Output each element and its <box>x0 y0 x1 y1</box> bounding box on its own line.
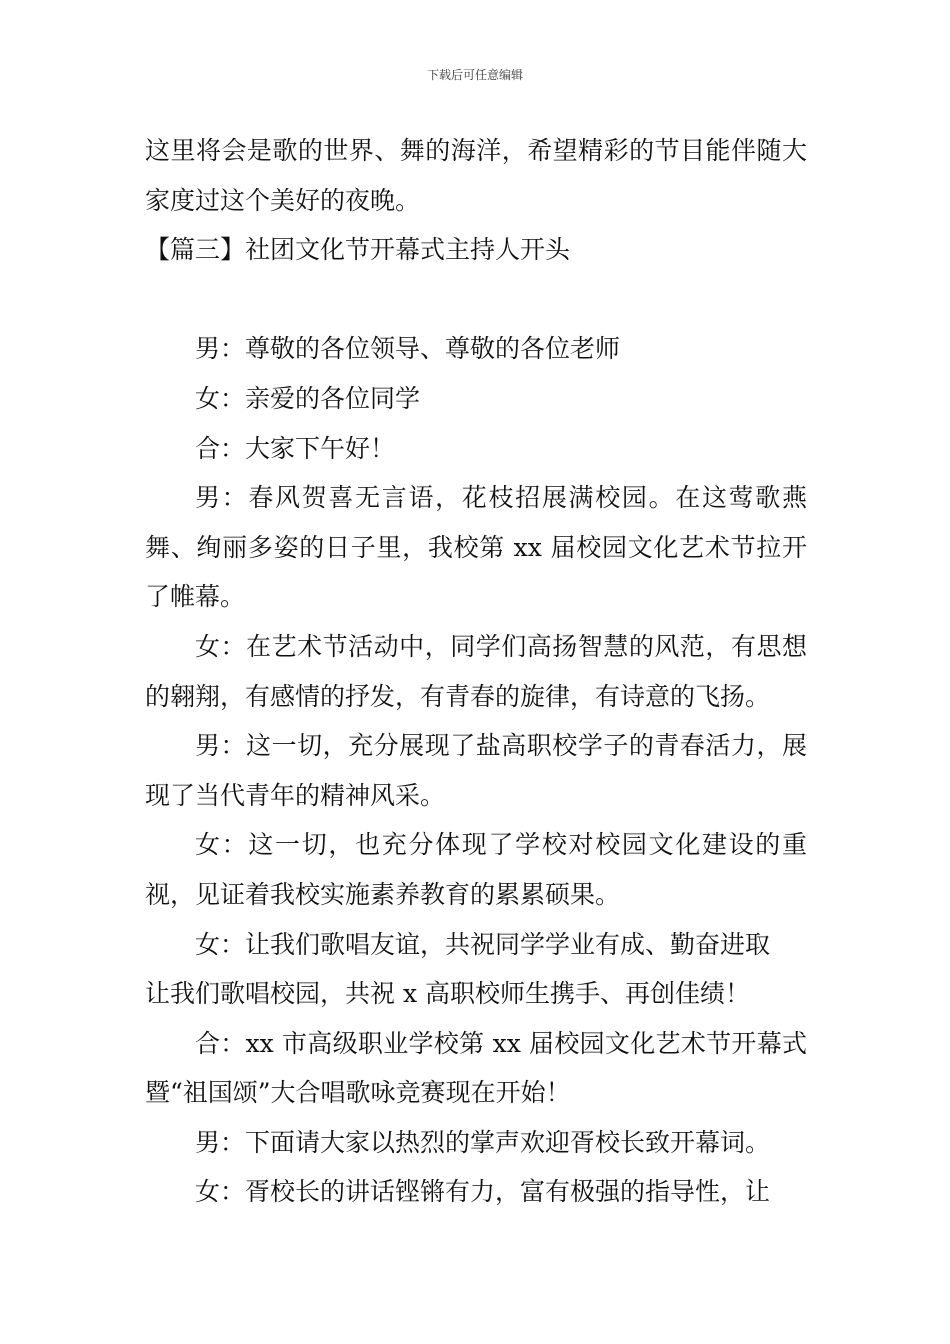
paragraph-line: 男：下面请大家以热烈的掌声欢迎胥校长致开幕词。 <box>195 1127 771 1157</box>
paragraph-line: 合：大家下午好！ <box>195 433 396 463</box>
paragraph-line: 女：这一切，也充分体现了学校对校园文化建设的重视，见证着我校实施素养教育的累累硕果。 <box>145 830 807 909</box>
section-heading: 【篇三】社团文化节开幕式主持人开头 <box>145 235 571 265</box>
paragraph-line: 让我们歌唱校园，共祝 x 高职校师生携手、再创佳绩！ <box>145 979 750 1009</box>
paragraph-line: 女：胥校长的讲话铿锵有力，富有极强的指导性，让 <box>195 1177 771 1207</box>
blank-line <box>145 275 807 325</box>
paragraph-line: 男：春风贺喜无言语，花枝招展满校园。在这莺歌燕舞、绚丽多姿的日子里，我校第 xx 届校园文化艺术节拉开了帷幕。 <box>145 483 807 612</box>
paragraph-line: 女：让我们歌唱友谊，共祝同学学业有成、勤奋进取 <box>195 929 771 959</box>
document-body <box>145 126 807 1217</box>
paragraph-line: 女：亲爱的各位同学 <box>195 383 421 413</box>
paragraph-line: 男：这一切，充分展现了盐高职校学子的青春活力，展现了当代青年的精神风采。 <box>145 731 807 810</box>
paragraph-intro: 这里将会是歌的世界、舞的海洋，希望精彩的节目能伴随大家度过这个美好的夜晚。 <box>145 136 807 215</box>
paragraph-line: 女：在艺术节活动中，同学们高扬智慧的风范，有思想的翱翔，有感情的抒发，有青春的旋律，有诗意的飞扬。 <box>145 631 807 711</box>
paragraph-line: 男：尊敬的各位领导、尊敬的各位老师 <box>195 334 621 364</box>
paragraph-line: 合：xx 市高级职业学校第 xx 届校园文化艺术节开幕式暨“祖国颂”大合唱歌咏竞赛现在开始！ <box>145 1028 807 1108</box>
page-header: 下载后可任意编辑 <box>426 68 523 82</box>
